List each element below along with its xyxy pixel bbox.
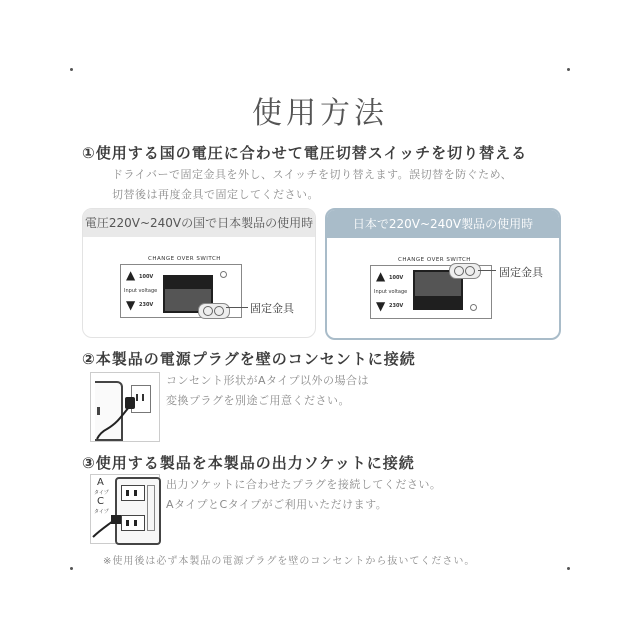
corner-mark — [567, 68, 570, 71]
voltage-100: 100V — [389, 275, 404, 281]
step1-desc-line1: ドライバーで固定金具を外し、スイッチを切り替えます。誤切替を防ぐため、 — [112, 168, 513, 181]
switch-title: CHANGE OVER SWITCH — [398, 257, 471, 263]
step2-desc-line2: 変換プラグを別途ご用意ください。 — [166, 394, 350, 407]
fixing-bracket-icon — [198, 303, 230, 319]
type-c-label: C — [97, 496, 104, 507]
voltage-230: 230V — [139, 302, 154, 308]
input-voltage-label: Input voltage — [374, 289, 408, 295]
corner-mark — [567, 567, 570, 570]
type-c-sub: タイプ — [94, 509, 109, 515]
voltage-100: 100V — [139, 274, 154, 280]
step3-desc-line2: AタイプとCタイプがご利用いただけます。 — [166, 498, 388, 511]
type-a-label: A — [97, 477, 104, 488]
type-a-sub: タイプ — [94, 490, 109, 496]
step1-heading: ①使用する国の電圧に合わせて電圧切替スイッチを切り替える — [82, 144, 528, 162]
bracket-label: 固定金具 — [250, 302, 294, 315]
page-title: 使用方法 — [252, 96, 388, 131]
input-voltage-label: Input voltage — [124, 288, 158, 294]
switch-title: CHANGE OVER SWITCH — [148, 256, 221, 262]
footer-note: ※使用後は必ず本製品の電源プラグを壁のコンセントから抜いてください。 — [103, 556, 476, 567]
step1-desc-line2: 切替後は再度金具で固定してください。 — [112, 188, 319, 201]
screw-icon — [470, 304, 477, 311]
step2-heading: ②本製品の電源プラグを壁のコンセントに接続 — [82, 350, 416, 368]
panel-left-header: 電圧220V~240Vの国で日本製品の使用時 — [83, 209, 315, 237]
switch-diagram-right — [370, 257, 492, 319]
wall-outlet-illustration — [90, 372, 160, 442]
fixing-bracket-icon — [449, 263, 481, 279]
corner-mark — [70, 567, 73, 570]
voltage-230: 230V — [389, 303, 404, 309]
panel-right-header: 日本で220V~240V製品の使用時 — [327, 210, 559, 238]
callout-line — [226, 307, 248, 308]
callout-line — [478, 270, 496, 271]
switch-diagram-left — [120, 256, 242, 318]
bracket-label: 固定金具 — [499, 266, 543, 279]
arrow-up-icon: ▲ — [376, 269, 386, 283]
power-cord-icon — [91, 373, 159, 441]
screw-icon — [220, 271, 227, 278]
step3-desc-line1: 出力ソケットに合わせたプラグを接続してください。 — [166, 478, 442, 491]
step3-heading: ③使用する製品を本製品の出力ソケットに接続 — [82, 454, 415, 472]
corner-mark — [70, 68, 73, 71]
arrow-down-icon: ▼ — [376, 299, 386, 313]
arrow-up-icon: ▲ — [126, 268, 136, 282]
plug-cord-icon — [91, 475, 159, 543]
step2-desc-line1: コンセント形状がAタイプ以外の場合は — [166, 374, 369, 387]
arrow-down-icon: ▼ — [126, 298, 136, 312]
panel-left — [82, 208, 316, 338]
panel-right — [325, 208, 561, 340]
output-socket-illustration — [90, 474, 160, 544]
